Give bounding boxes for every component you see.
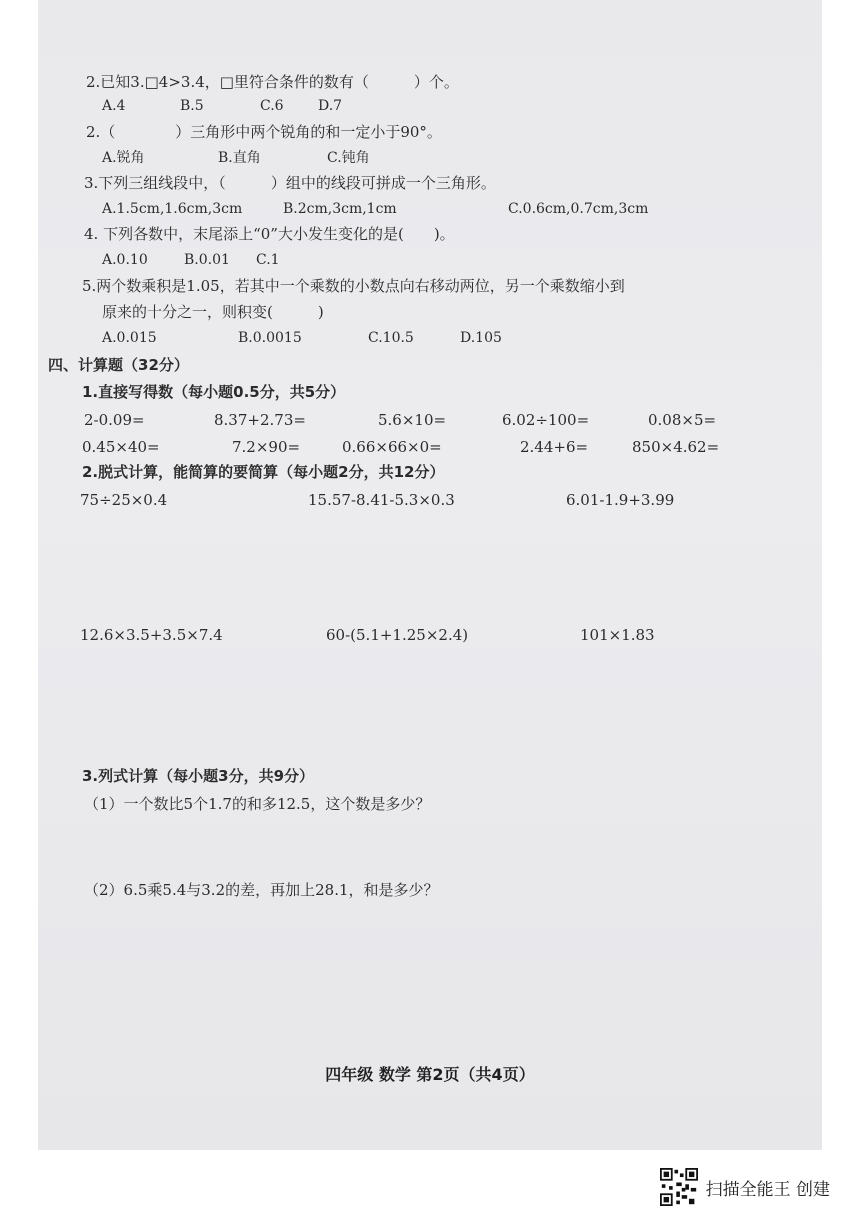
mc-q1-option-d: D.7 [318,98,343,114]
mc-q1-option-b: B.5 [180,98,204,114]
mc-q5-option-a: A.0.015 [102,330,157,346]
mc-q3-stem: 3.下列三组线段中，（ ）组中的线段可拼成一个三角形。 [84,174,496,192]
scanner-watermark [660,1168,830,1206]
oral-calc-item: 2.44+6= [520,438,589,456]
part2-title: 2.脱式计算，能简算的要简算（每小题2分，共12分） [82,463,445,481]
mc-q2-option-b: B.直角 [218,150,261,166]
mc-q5-option-c: C.10.5 [368,330,414,346]
part1-title: 1.直接写得数（每小题0.5分，共5分） [82,383,346,401]
mc-q4-option-b: B.0.01 [184,252,230,268]
part3-title: 3.列式计算（每小题3分，共9分） [82,767,315,785]
word-problem-1: （1）一个数比5个1.7的和多12.5，这个数是多少？ [84,795,431,813]
mc-q2-option-c: C.钝角 [327,150,370,166]
step-calc-item: 75÷25×0.4 [80,491,168,509]
mc-q5-stem-line1: 5.两个数乘积是1.05，若其中一个乘数的小数点向右移动两位，另一个乘数缩小到 [82,277,625,295]
oral-calc-item: 7.2×90= [232,438,301,456]
mc-q1-stem: 2.已知3.□4>3.4，□里符合条件的数有（ ）个。 [86,73,459,91]
oral-calc-item: 0.45×40= [82,438,160,456]
qr-code-icon [660,1168,698,1206]
mc-q4-option-a: A.0.10 [102,252,148,268]
mc-q1-option-c: C.6 [260,98,284,114]
step-calc-item: 12.6×3.5+3.5×7.4 [80,626,223,644]
mc-q5-option-d: D.105 [460,330,502,346]
step-calc-item: 101×1.83 [580,626,655,644]
mc-q2-option-a: A.锐角 [102,150,145,166]
word-problem-2: （2）6.5乘5.4与3.2的差，再加上28.1，和是多少？ [84,881,439,899]
oral-calc-item: 2-0.09= [84,411,145,429]
mc-q2-stem: 2.（ ）三角形中两个锐角的和一定小于90°。 [86,123,442,141]
mc-q3-option-c: C.0.6cm,0.7cm,3cm [508,201,649,217]
oral-calc-item: 850×4.62= [632,438,720,456]
mc-q1-option-a: A.4 [102,98,126,114]
page-footer: 四年级 数学 第2页（共4页） [325,1065,535,1084]
step-calc-item: 60-(5.1+1.25×2.4) [326,626,469,644]
mc-q3-option-a: A.1.5cm,1.6cm,3cm [102,201,243,217]
mc-q4-stem: 4. 下列各数中，末尾添上“0”大小发生变化的是( )。 [84,225,455,243]
mc-q3-option-b: B.2cm,3cm,1cm [283,201,397,217]
oral-calc-item: 0.66×66×0= [342,438,442,456]
step-calc-item: 6.01-1.9+3.99 [566,491,675,509]
oral-calc-item: 0.08×5= [648,411,717,429]
mc-q5-stem-line2: 原来的十分之一，则积变( ) [102,303,324,321]
section4-title: 四、计算题（32分） [48,356,189,374]
step-calc-item: 15.57-8.41-5.3×0.3 [308,491,455,509]
mc-q4-option-c: C.1 [256,252,280,268]
oral-calc-item: 6.02÷100= [502,411,590,429]
watermark-text: 扫描全能王 创建 [705,1179,830,1200]
mc-q5-option-b: B.0.0015 [238,330,302,346]
oral-calc-item: 5.6×10= [378,411,447,429]
oral-calc-item: 8.37+2.73= [214,411,306,429]
